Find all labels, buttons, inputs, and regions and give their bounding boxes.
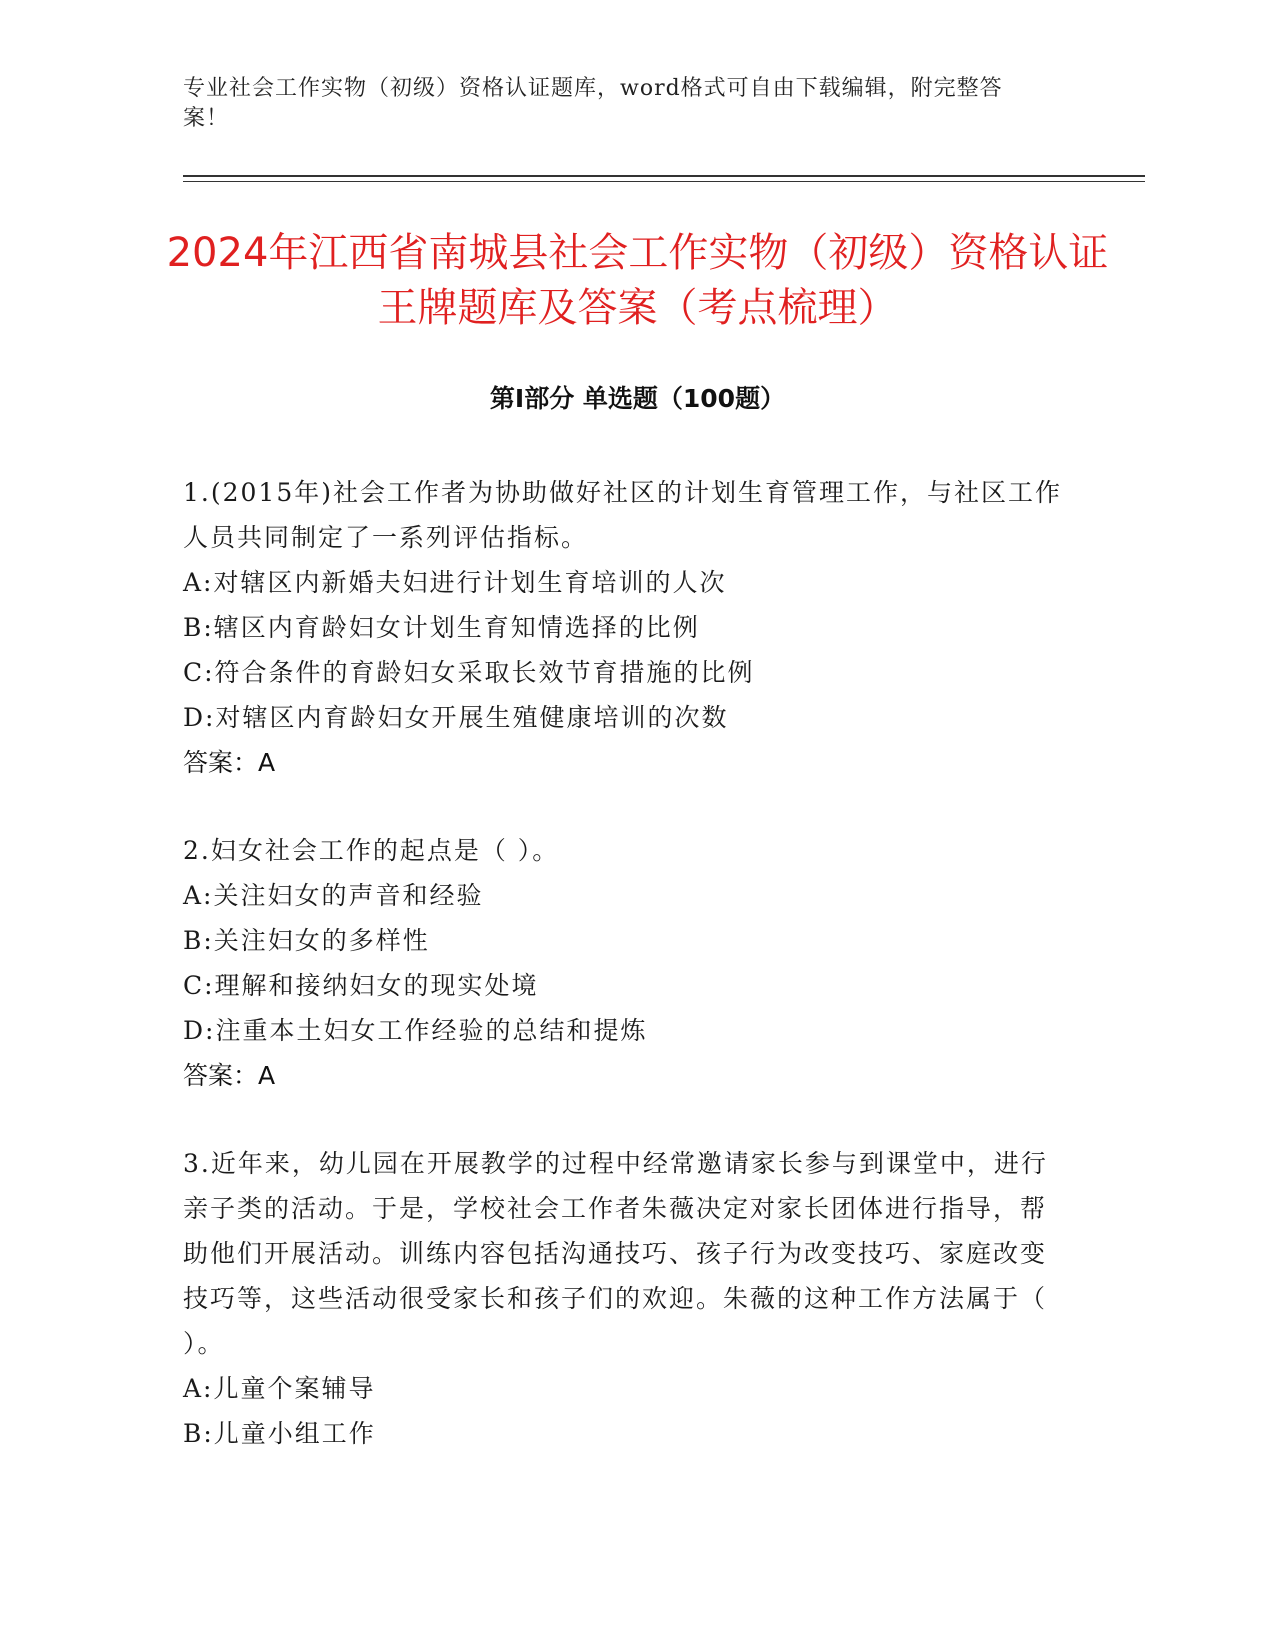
section-heading: 第Ⅰ部分 单选题（100题）: [489, 384, 786, 413]
header-divider-thick: [183, 175, 1145, 177]
option-c: C:理解和接纳妇女的现实处境: [183, 971, 539, 1000]
question-list: [183, 470, 1063, 1499]
answer-line: 答案：A: [183, 1061, 276, 1090]
option-a: A:对辖区内新婚夫妇进行计划生育培训的人次: [183, 568, 727, 597]
question-item: [183, 1141, 1063, 1456]
option-c: C:符合条件的育龄妇女采取长效节育措施的比例: [183, 658, 755, 687]
question-item: [183, 828, 1063, 1098]
option-a: A:关注妇女的声音和经验: [183, 881, 484, 910]
option-d: D:对辖区内育龄妇女开展生殖健康培训的次数: [183, 703, 729, 732]
option-a: A:儿童个案辅导: [183, 1374, 376, 1403]
header-note: 专业社会工作实物（初级）资格认证题库，word格式可自由下载编辑，附完整答案！: [183, 76, 1003, 131]
option-b: B:关注妇女的多样性: [183, 926, 430, 955]
question-stem: 3.近年来，幼儿园在开展教学的过程中经常邀请家长参与到课堂中，进行亲子类的活动。于是，学校社会工作者朱薇决定对家长团体进行指导，帮助他们开展活动。训练内容包括沟通技巧、孩子行为改变技巧、家庭改变技巧等，这些活动很受家长和孩子们的欢迎。朱薇的这种工作方法属于（ ）。: [183, 1149, 1048, 1358]
document-title: 2024年江西省南城县社会工作实物（初级）资格认证王牌题库及答案（考点梳理）: [166, 230, 1109, 331]
answer-line: 答案：A: [183, 748, 276, 777]
header-divider-thin: [183, 181, 1145, 182]
question-stem: 2.妇女社会工作的起点是（ ）。: [183, 836, 560, 865]
option-d: D:注重本土妇女工作经验的总结和提炼: [183, 1016, 648, 1045]
option-b: B:儿童小组工作: [183, 1419, 376, 1448]
option-b: B:辖区内育龄妇女计划生育知情选择的比例: [183, 613, 700, 642]
question-stem: 1.(2015年)社会工作者为协助做好社区的计划生育管理工作，与社区工作人员共同制定了一系列评估指标。: [183, 478, 1062, 552]
question-item: [183, 470, 1063, 785]
